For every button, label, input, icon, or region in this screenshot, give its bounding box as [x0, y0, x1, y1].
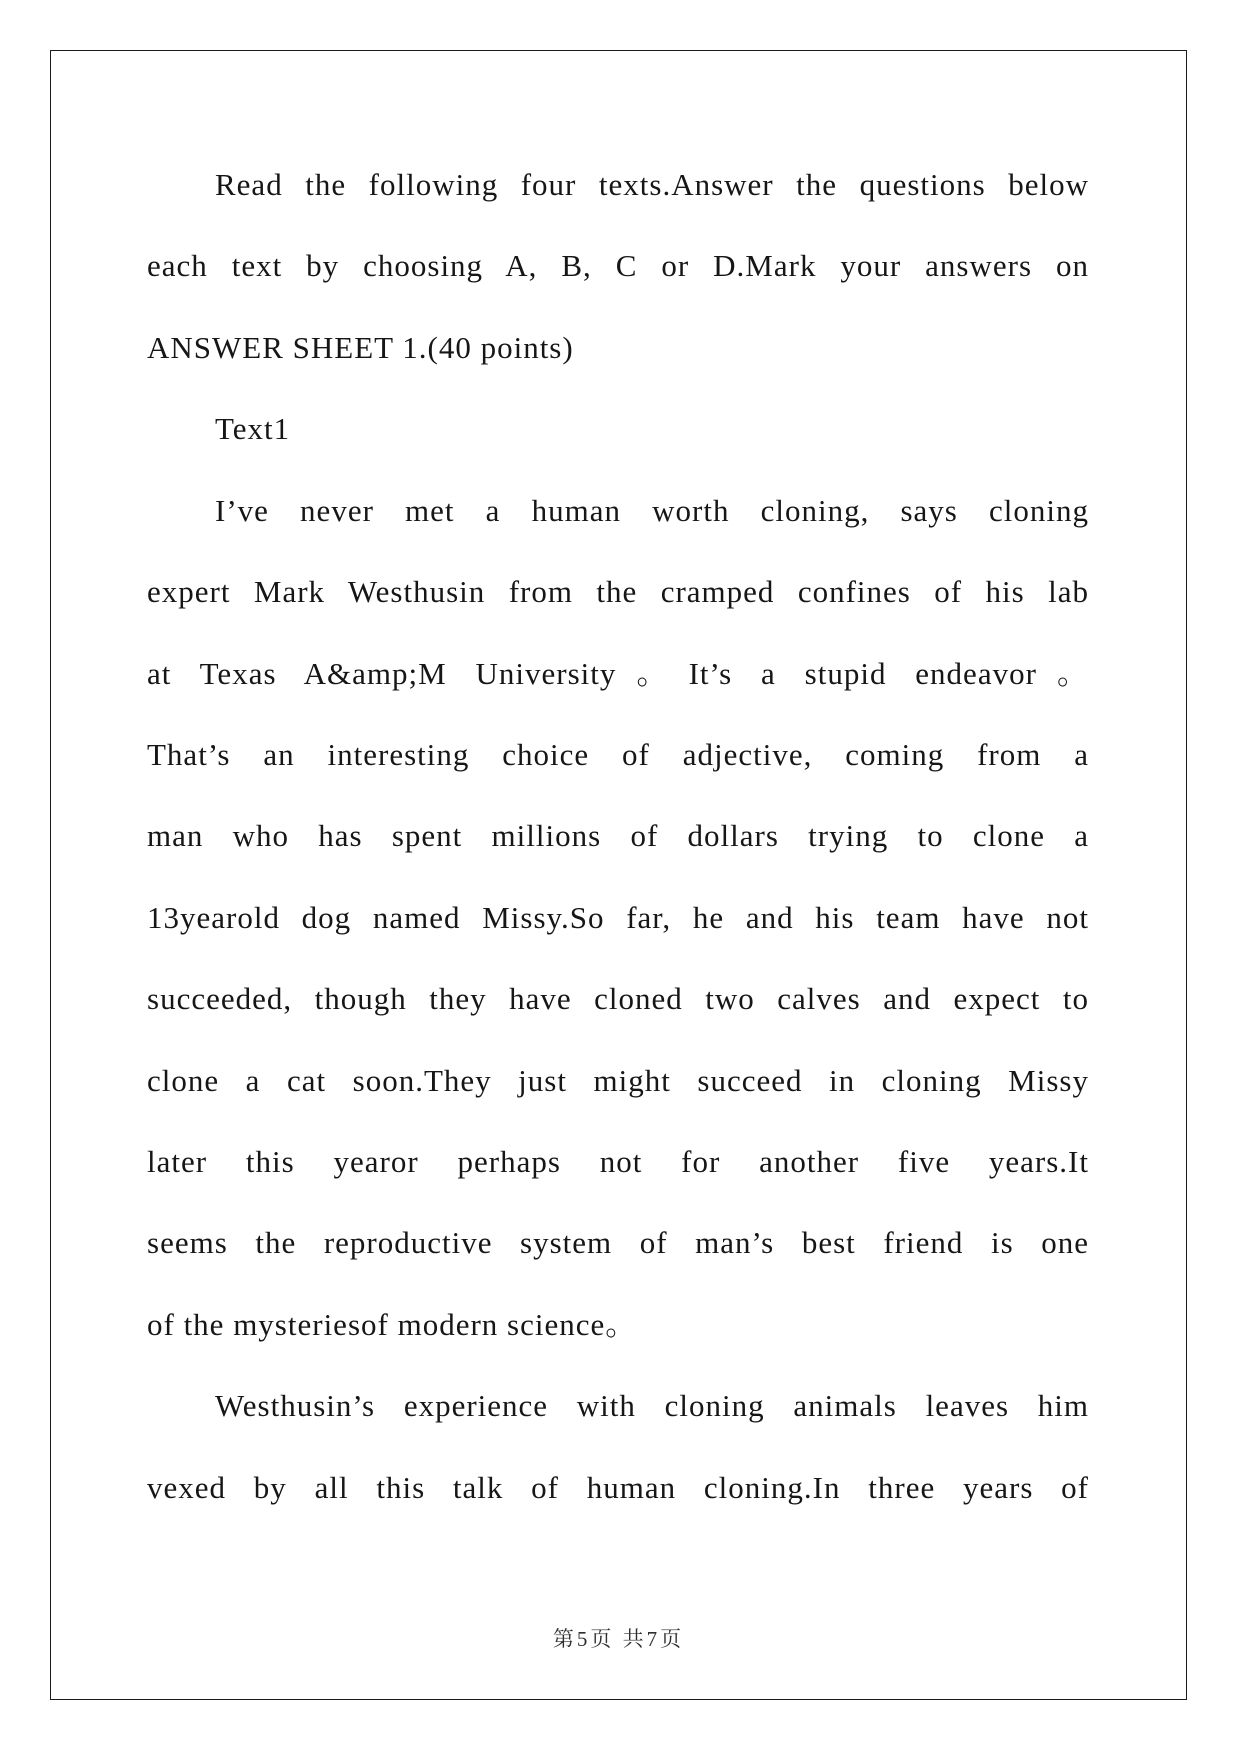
text-line: clone a cat soon.They just might succeed in cloning Missy — [147, 1062, 1089, 1098]
text-line: 13yearold dog named Missy.So far, he and his team have not — [147, 899, 1089, 935]
text-line: I’ve never met a human worth cloning, says cloning — [215, 492, 1089, 528]
text-line: later this yearor perhaps not for another five years.It — [147, 1144, 1089, 1180]
text-line: seems the reproductive system of man’s best friend is one — [147, 1225, 1089, 1261]
text-line: at Texas A&amp;M University。It’s a stupid endeavor。 — [147, 655, 1089, 691]
text-line: vexed by all this talk of human cloning.In three years of — [147, 1469, 1089, 1505]
text-line: man who has spent millions of dollars trying to clone a — [147, 818, 1089, 854]
page-border — [50, 50, 1187, 1700]
text-line: of the mysteriesof modern science。 — [147, 1306, 638, 1342]
text-line: succeeded, though they have cloned two calves and expect to — [147, 981, 1089, 1017]
text-line: Westhusin’s experience with cloning animals leaves him — [215, 1388, 1089, 1424]
page-number: 第5页 共7页 — [552, 1627, 685, 1651]
text-line: That’s an interesting choice of adjective, coming from a — [147, 736, 1089, 772]
text-line: ANSWER SHEET 1.(40 points) — [147, 329, 574, 365]
page-footer — [51, 1623, 1186, 1653]
section-label: Text1 — [215, 411, 291, 447]
text-line: Read the following four texts.Answer the questions below — [215, 167, 1089, 202]
text-line: each text by choosing A, B, C or D.Mark your answers on — [147, 248, 1089, 284]
document-body — [147, 144, 1089, 1528]
text-line: expert Mark Westhusin from the cramped confines of his lab — [147, 574, 1089, 610]
